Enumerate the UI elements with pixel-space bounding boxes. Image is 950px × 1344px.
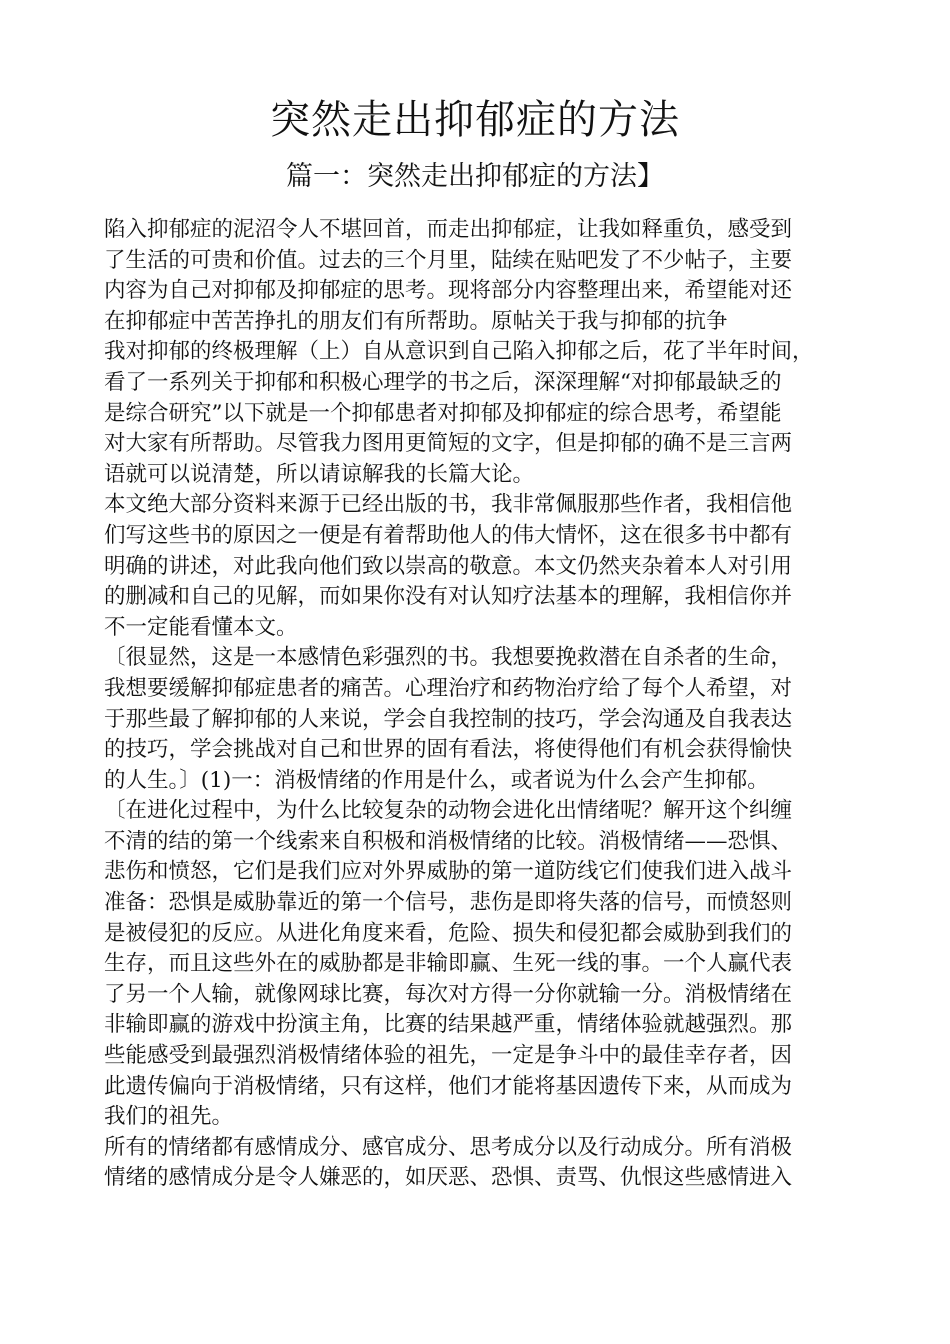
body-line: 明确的讲述，对此我向他们致以崇高的敬意。本文仍然夹杂着本人对引用 (104, 553, 793, 579)
body-line: 〔在进化过程中，为什么比较复杂的动物会进化出情绪呢？解开这个纠缠 (104, 798, 793, 824)
body-line: 是综合研究”以下就是一个抑郁患者对抑郁及抑郁症的综合思考，希望能 (104, 400, 782, 426)
body-line: 情绪的感情成分是令人嫌恶的，如厌恶、恐惧、责骂、仇恨这些感情进入 (104, 1165, 793, 1191)
body-line: 所有的情绪都有感情成分、感官成分、思考成分以及行动成分。所有消极 (104, 1134, 793, 1160)
body-line: 此遗传偏向于消极情绪，只有这样，他们才能将基因遗传下来，从而成为 (104, 1073, 793, 1099)
body-line: 了另一个人输，就像网球比赛，每次对方得一分你就输一分。消极情绪在 (104, 981, 793, 1007)
body-line: 是被侵犯的反应。从进化角度来看，危险、损失和侵犯都会威胁到我们的 (104, 920, 793, 946)
body-line: 本文绝大部分资料来源于已经出版的书，我非常佩服那些作者，我相信他 (104, 492, 793, 518)
body-line: 的人生。〕(1)一：消极情绪的作用是什么，或者说为什么会产生抑郁。 (104, 767, 769, 793)
document-subtitle: 篇一：突然走出抑郁症的方法】 (286, 161, 664, 192)
body-line: 我想要缓解抑郁症患者的痛苦。心理治疗和药物治疗给了每个人希望，对 (104, 675, 793, 701)
document-title: 突然走出抑郁症的方法 (270, 97, 680, 143)
body-line: 我对抑郁的终极理解（上）自从意识到自己陷入抑郁之后，花了半年时间， (104, 339, 814, 365)
body-line: 准备：恐惧是威胁靠近的第一个信号，悲伤是即将失落的信号，而愤怒则 (104, 890, 793, 916)
document-body (104, 215, 860, 1194)
body-line: 在抑郁症中苦苦挣扎的朋友们有所帮助。原帖关于我与抑郁的抗争 (104, 308, 728, 334)
body-line: 语就可以说清楚，所以请谅解我的长篇大论。 (104, 461, 535, 487)
body-line: 对大家有所帮助。尽管我力图用更简短的文字，但是抑郁的确不是三言两 (104, 431, 793, 457)
body-line: 不一定能看懂本文。 (104, 614, 298, 640)
body-line: 些能感受到最强烈消极情绪体验的祖先，一定是争斗中的最佳幸存者，因 (104, 1043, 793, 1069)
body-line: 看了一系列关于抑郁和积极心理学的书之后，深深理解“对抑郁最缺乏的 (104, 369, 782, 395)
body-line: 我们的祖先。 (104, 1104, 234, 1130)
body-line: 非输即赢的游戏中扮演主角，比赛的结果越严重，情绪体验就越强烈。那 (104, 1012, 793, 1038)
body-line: 的删减和自己的见解，而如果你没有对认知疗法基本的理解，我相信你并 (104, 584, 793, 610)
body-line: 悲伤和愤怒，它们是我们应对外界威胁的第一道防线它们使我们进入战斗 (104, 859, 793, 885)
body-line: 内容为自己对抑郁及抑郁症的思考。现将部分内容整理出来，希望能对还 (104, 278, 793, 304)
body-line: 〔很显然，这是一本感情色彩强烈的书。我想要挽救潜在自杀者的生命， (104, 645, 793, 671)
body-line: 生存，而且这些外在的威胁都是非输即赢、生死一线的事。一个人赢代表 (104, 951, 793, 977)
body-line: 不清的结的第一个线索来自积极和消极情绪的比较。消极情绪——恐惧、 (104, 828, 793, 854)
body-line: 的技巧，学会挑战对自己和世界的固有看法，将使得他们有机会获得愉快 (104, 737, 793, 763)
body-line: 们写这些书的原因之一便是有着帮助他人的伟大情怀，这在很多书中都有 (104, 522, 793, 548)
body-line: 陷入抑郁症的泥沼令人不堪回首，而走出抑郁症，让我如释重负，感受到 (104, 217, 793, 242)
body-line: 了生活的可贵和价值。过去的三个月里，陆续在贴吧发了不少帖子，主要 (104, 247, 793, 273)
body-line: 于那些最了解抑郁的人来说，学会自我控制的技巧，学会沟通及自我表达 (104, 706, 793, 732)
